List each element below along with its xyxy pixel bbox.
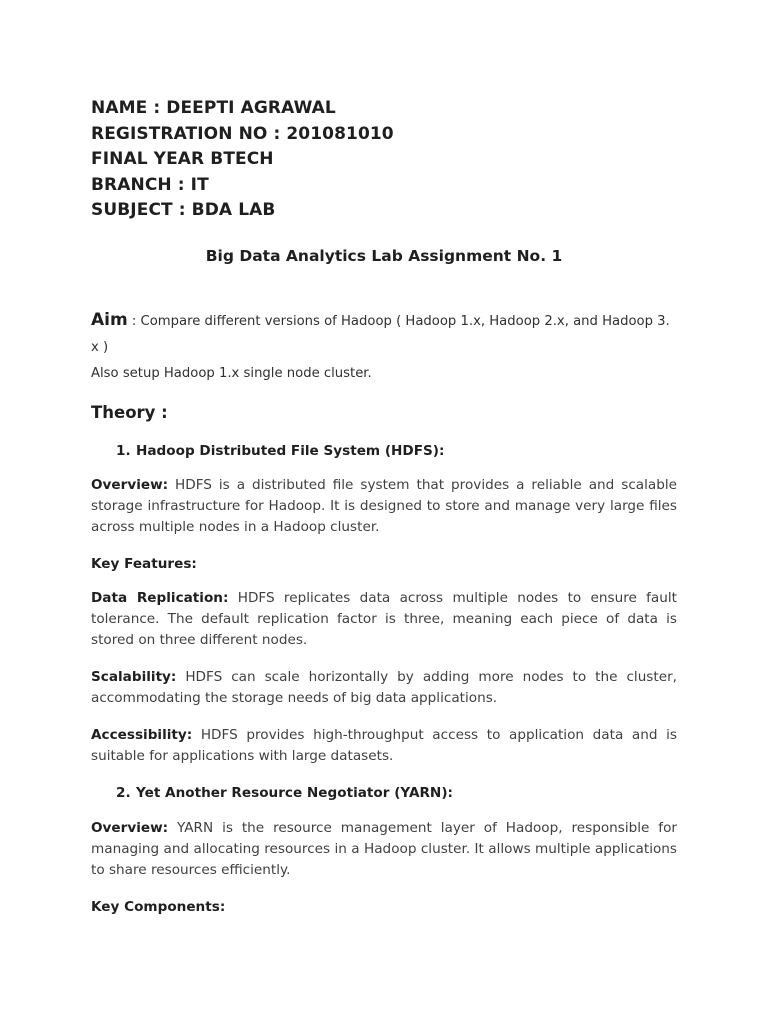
overview-label: Overview: xyxy=(91,819,169,836)
student-info-block xyxy=(91,96,677,224)
key-components-label: Key Components: xyxy=(91,898,226,915)
theory-heading: Theory : xyxy=(91,402,168,422)
subject: SUBJECT : BDA LAB xyxy=(91,200,276,220)
yarn-overview xyxy=(91,818,677,881)
feature-scalability xyxy=(91,667,677,709)
feature-text: HDFS provides high-throughput access to application data and is suitable for applications with large datasets. xyxy=(91,726,677,764)
overview-text: YARN is the resource management layer of Hadoop, responsible for managing and allocating resources in a Hadoop cluster. It allows multiple applications to share resources efficiently. xyxy=(91,819,677,878)
section-heading-hdfs xyxy=(91,441,677,461)
student-name: NAME : DEEPTI AGRAWAL xyxy=(91,98,336,118)
overview-label: Overview: xyxy=(91,476,169,493)
registration-number: REGISTRATION NO : 201081010 xyxy=(91,123,394,144)
section-title: Yet Another Resource Negotiator (YARN): xyxy=(136,784,453,801)
feature-text: HDFS replicates data across multiple nodes to ensure fault tolerance. The default replication factor is three, meaning each piece of data is stored on three different nodes. xyxy=(91,589,677,648)
aim-text-line1: : Compare different versions of Hadoop ( Hadoop 1.x, Hadoop 2.x, and Hadoop 3. x ) xyxy=(91,313,670,355)
feature-label: Accessibility: xyxy=(91,726,193,743)
year-of-study: FINAL YEAR BTECH xyxy=(91,149,274,169)
feature-data-replication xyxy=(91,588,677,651)
section-number: 2. xyxy=(116,784,131,801)
aim-paragraph xyxy=(91,307,677,387)
feature-accessibility xyxy=(91,725,677,767)
feature-text: HDFS can scale horizontally by adding more nodes to the cluster, accommodating the storage needs of big data applications. xyxy=(91,668,677,706)
hdfs-overview xyxy=(91,475,677,538)
overview-text: HDFS is a distributed file system that provides a reliable and scalable storage infrastructure for Hadoop. It is designed to store and manage very large files across multiple nodes in a Hadoop cluster. xyxy=(91,476,677,535)
aim-text-line2: Also setup Hadoop 1.x single node cluster. xyxy=(91,365,372,381)
key-features-label: Key Features: xyxy=(91,555,197,572)
aim-label: Aim xyxy=(91,309,128,330)
feature-label: Scalability: xyxy=(91,668,177,685)
branch: BRANCH : IT xyxy=(91,174,209,195)
feature-label: Data Replication: xyxy=(91,589,229,606)
section-number: 1. xyxy=(116,442,131,459)
section-heading-yarn xyxy=(91,783,677,803)
document-title: Big Data Analytics Lab Assignment No. 1 xyxy=(205,246,563,265)
section-title: Hadoop Distributed File System (HDFS): xyxy=(136,442,445,459)
